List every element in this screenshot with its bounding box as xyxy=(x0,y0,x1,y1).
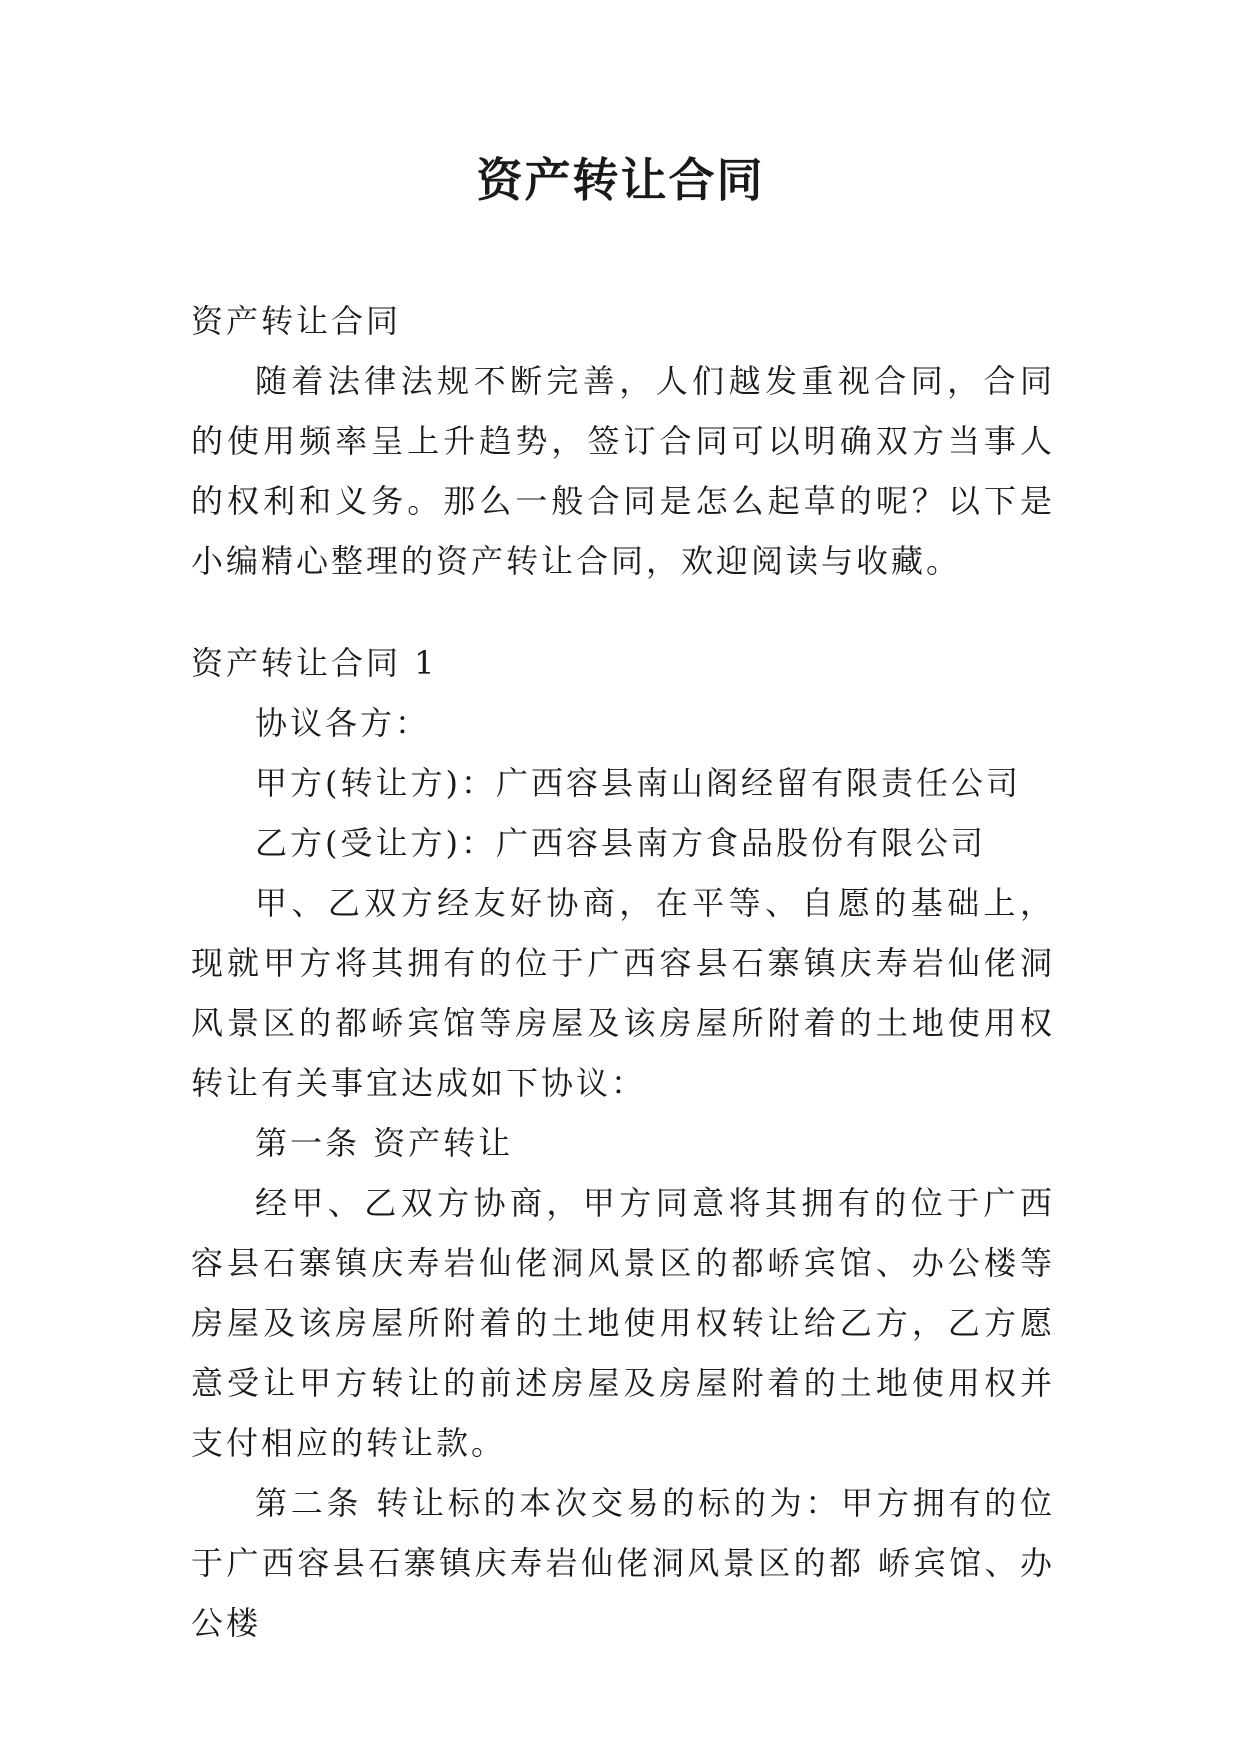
section-title: 资产转让合同 1 xyxy=(191,644,438,682)
paragraph-agreement: 甲、乙双方经友好协商，在平等、自愿的基础上，现就甲方将其拥有的位于广西容县石寨镇庆寿岩仙佬洞风景区的都峤宾馆等房屋及该房屋所附着的土地使用权转让有关事宜达成如下协议： xyxy=(191,884,1055,1102)
paragraph-party-b: 乙方(受让方)：广西容县南方食品股份有限公司 xyxy=(255,824,986,862)
paragraph-parties: 协议各方： xyxy=(255,704,431,742)
document-title: 资产转让合同 xyxy=(476,153,765,207)
intro-paragraph: 随着法律法规不断完善，人们越发重视合同，合同的使用频率呈上升趋势，签订合同可以明确双方当事人的权利和义务。那么一般合同是怎么起草的呢？以下是小编精心整理的资产转让合同，欢迎阅读与收藏。 xyxy=(191,362,1055,580)
document-body xyxy=(191,291,1055,1653)
paragraph-party-a: 甲方(转让方)：广西容县南山阁经留有限责任公司 xyxy=(255,764,1021,802)
article-1-body: 经甲、乙双方协商，甲方同意将其拥有的位于广西容县石寨镇庆寿岩仙佬洞风景区的都峤宾馆、办公楼等房屋及该房屋所附着的土地使用权转让给乙方，乙方愿意受让甲方转让的前述房屋及房屋附着的土地使用权并支付相应的转让款。 xyxy=(191,1184,1055,1462)
article-1-heading: 第一条 资产转让 xyxy=(255,1124,514,1162)
section-gap xyxy=(191,591,1055,633)
document-heading: 资产转让合同 xyxy=(191,302,402,340)
article-2-body: 第二条 转让标的本次交易的标的为：甲方拥有的位于广西容县石寨镇庆寿岩仙佬洞风景区的都 峤宾馆、办公楼 xyxy=(191,1484,1055,1642)
